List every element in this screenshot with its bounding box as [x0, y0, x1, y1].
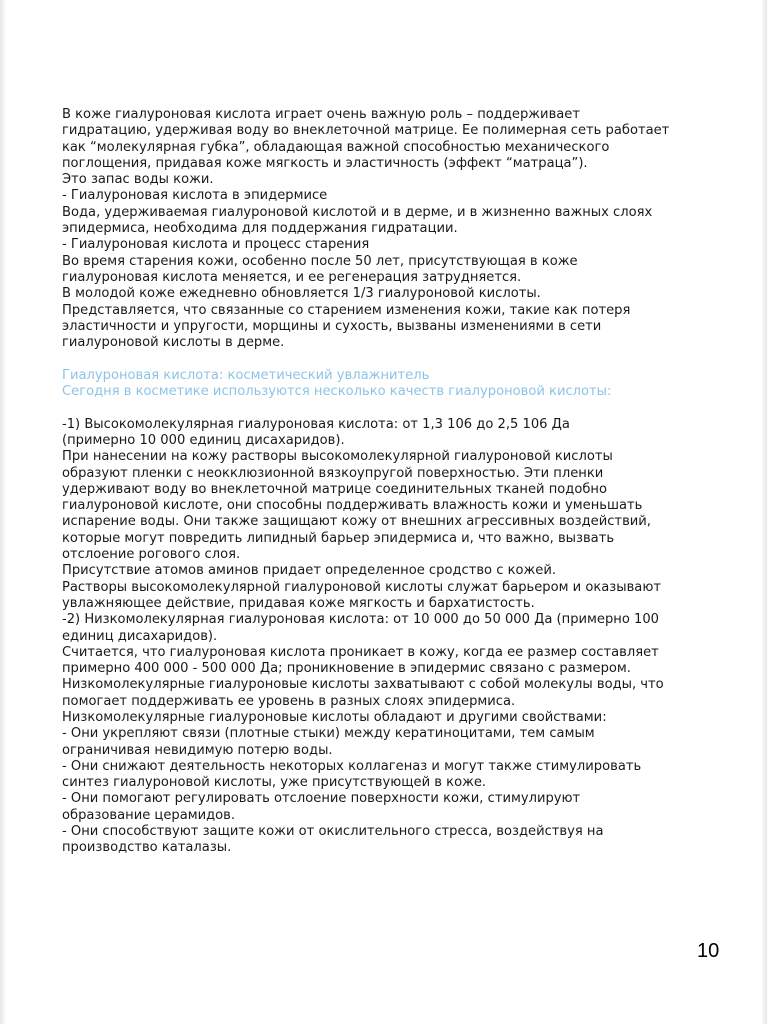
paragraph-qualities — [62, 417, 742, 857]
text-line: Низкомолекулярные гиалуроновые кислоты обладают и другими свойствами: — [62, 709, 607, 725]
page-edge-right — [761, 0, 767, 1024]
text-line: Растворы высокомолекулярной гиалуроновой кислоты служат барьером и оказывают — [62, 579, 661, 595]
text-line: (примерно 10 000 единиц дисахаридов). — [62, 432, 345, 448]
text-line: -2) Низкомолекулярная гиалуроновая кислота: от 10 000 до 50 000 Да (примерно 100 — [62, 612, 659, 628]
text-line: отслоение рогового слоя. — [62, 547, 241, 563]
text-line: Считается, что гиалуроновая кислота проникает в кожу, когда ее размер составляет — [62, 644, 659, 660]
text-line: - Они укрепляют связи (плотные стыки) между кератиноцитами, тем самым — [62, 726, 595, 742]
text-line: ограничивая невидимую потерю воды. — [62, 742, 333, 758]
text-line: как “молекулярная губка”, обладающая важной способностью механического — [62, 139, 610, 155]
paragraph-gap — [62, 351, 742, 367]
text-line: которые могут повредить липидный барьер эпидермиса и, что важно, вызвать — [62, 530, 615, 546]
text-line: примерно 400 000 - 500 000 Да; проникновение в эпидермис связано с размером. — [62, 661, 631, 677]
text-line: эластичности и упругости, морщины и сухость, вызваны изменениями в сети — [62, 318, 602, 334]
text-line: В молодой коже ежедневно обновляется 1/3 гиалуроновой кислоты. — [62, 286, 541, 302]
text-line: - Они способствуют защите кожи от окислительного стресса, воздействуя на — [62, 824, 604, 840]
text-line: поглощения, придавая коже мягкость и эластичность (эффект “матраца”). — [62, 155, 588, 171]
text-line: гиалуроновая кислота меняется, и ее регенерация затрудняется. — [62, 269, 522, 285]
text-line: удерживают воду во внеклеточной матрице соединительных тканей подобно — [62, 481, 607, 497]
text-line: - Гиалуроновая кислота в эпидермисе — [62, 188, 328, 204]
text-line: гиалуроновой кислоты в дерме. — [62, 335, 285, 351]
text-line: образуют пленки с неокклюзионной вязкоупругой поверхностью. Эти пленки — [62, 465, 604, 481]
text-line: - Они снижают деятельность некоторых коллагеназ и могут также стимулировать — [62, 758, 642, 774]
text-line: Присутствие атомов аминов придает определенное сродство с кожей. — [62, 563, 557, 579]
text-line: увлажняющее действие, придавая коже мягкость и бархатистость. — [62, 595, 535, 611]
text-line: - Они помогают регулировать отслоение поверхности кожи, стимулируют — [62, 791, 581, 807]
text-line: -1) Высокомолекулярная гиалуроновая кислота: от 1,3 106 до 2,5 106 Да — [62, 416, 570, 432]
text-line: производство каталазы. — [62, 840, 232, 856]
text-line: синтез гиалуроновой кислоты, уже присутствующей в коже. — [62, 775, 487, 791]
text-line: Представляется, что связанные со старением изменения кожи, такие как потеря — [62, 302, 631, 318]
text-line: испарение воды. Они также защищают кожу от внешних агрессивных воздействий, — [62, 514, 651, 530]
text-line: При нанесении на кожу растворы высокомолекулярной гиалуроновой кислоты — [62, 449, 613, 465]
text-line: помогает поддерживать ее уровень в разных слоях эпидермиса. — [62, 693, 516, 709]
text-line: В коже гиалуроновая кислота играет очень важную роль – поддерживает — [62, 107, 580, 122]
text-line: - Гиалуроновая кислота и процесс старения — [62, 237, 370, 253]
text-line: гиалуроновой кислоте, они способны поддерживать влажность кожи и уменьшать — [62, 498, 643, 514]
paragraph-hydration — [62, 107, 742, 351]
text-line: эпидермиса, необходима для поддержания гидратации. — [62, 221, 458, 237]
link-heading[interactable]: Гиалуроновая кислота: косметический увлажнитель — [62, 367, 430, 383]
text-line: единиц дисахаридов). — [62, 628, 218, 644]
text-line: Во время старения кожи, особенно после 50 лет, присутствующая в коже — [62, 253, 578, 269]
page-number: 10 — [697, 940, 720, 962]
text-line: Низкомолекулярные гиалуроновые кислоты захватывают с собой молекулы воды, что — [62, 677, 664, 693]
text-line: Вода, удерживаемая гиалуроновой кислотой и в дерме, и в жизненно важных слоях — [62, 204, 653, 220]
text-line: Это запас воды кожи. — [62, 172, 214, 188]
paragraph-gap — [62, 400, 742, 416]
page-edge-left — [0, 0, 6, 1024]
text-line: гидратацию, удерживая воду во внеклеточной матрице. Ее полимерная сеть работает — [62, 123, 670, 139]
document-body — [62, 107, 742, 857]
text-line: образование церамидов. — [62, 807, 236, 823]
link-subheading[interactable]: Сегодня в косметике используются несколько качеств гиалуроновой кислоты: — [62, 384, 612, 400]
